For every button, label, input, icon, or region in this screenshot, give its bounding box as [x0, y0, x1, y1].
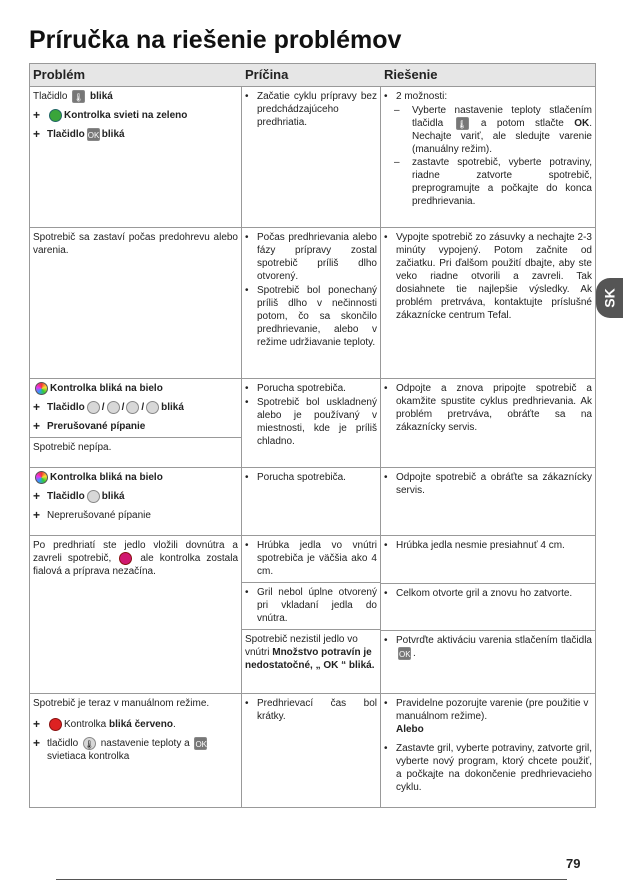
problem-cell: Po predhriatí ste jedlo vložili dovnútra a zavreli spotrebič, ale kontrolka zostala fialová a príprava nezačína.: [30, 536, 242, 693]
program-button-icon: [87, 490, 100, 503]
solution-cell: • Pravidelne pozorujte varenie (pre použitie v manuálnom režime). Alebo • Zastavte gril, vyberte potraviny, zatvorte gril, vyberte nový program, ktorý chcete použiť, a počkajte na dokončenie predhrievacieho cyklu.: [384, 698, 592, 793]
table-row: [30, 379, 595, 468]
cause-cell: • Začatie cyklu prípravy bez predchádzajúceho predhriatia.: [242, 87, 381, 227]
troubleshooting-table: [29, 63, 596, 808]
solution-cell: • 2 možnosti: – Vyberte nastavenie teploty stlačením tlačidla 🌡 a potom stlačte OK. Nechajte variť, ale sledujte varenie (manuálny režim). – zastavte spotrebič, vyberte potraviny, riadne zatvorte spotrebič, preprogramujte a počkajte do konca predhrievania.: [384, 91, 593, 208]
header-solution: Riešenie: [384, 67, 438, 82]
solution-cell: • Hrúbka jedla nesmie presiahnuť 4 cm. • Celkom otvorte gril a znovu ho zatvorte. • Potvrďte aktiváciu varenia stlačením tlačidla OK .: [381, 536, 595, 693]
program-button-icon: [87, 401, 100, 414]
table-row: [30, 536, 595, 694]
bullet-icon: •: [245, 91, 249, 102]
problem-cell: Spotrebič je teraz v manuálnom režime. + Kontrolka bliká červeno . + tlačidlo 🌡 nastavenie teploty a OK svietiaca kontrolka: [30, 694, 242, 807]
table-row: [30, 228, 595, 379]
temperature-button-icon: 🌡: [456, 117, 469, 130]
multicolor-light-icon: [35, 382, 48, 395]
table-row: [30, 694, 595, 807]
temperature-button-icon: 🌡: [83, 737, 96, 750]
footer-divider: [56, 879, 567, 880]
program-button-icon: [126, 401, 139, 414]
cause-cell: • Porucha spotrebiča.: [242, 468, 381, 535]
cause-cell: • Predhrievací čas bol krátky.: [242, 694, 381, 807]
page-title: Príručka na riešenie problémov: [29, 26, 402, 54]
language-tab: SK: [596, 278, 623, 318]
table-row: [30, 87, 595, 228]
plus-icon: +: [33, 108, 41, 123]
problem-cell: Tlačidlo 🌡 bliká + Kontrolka svieti na zeleno + Tlačidlo OK bliká: [30, 87, 242, 227]
green-light-icon: [49, 109, 62, 122]
ok-button-icon: OK: [398, 647, 411, 660]
problem-cell: Spotrebič sa zastaví počas predohrevu alebo varenia.: [30, 228, 242, 378]
header-problem: Problém: [33, 67, 86, 82]
problem-cell: Kontrolka bliká na bielo + Tlačidlo bliká + Neprerušované pípanie: [30, 468, 242, 535]
ok-button-icon: OK: [194, 737, 207, 750]
table-header: [30, 64, 595, 87]
page-number: 79: [566, 856, 581, 871]
solution-cell: • Vypojte spotrebič zo zásuvky a nechajte 2-3 minúty vypojený. Potom začnite od začiatku. Pri ďalšom použití dbajte, aby ste veko riadne otvorili a zavreli. Tak dosiahnete tie najlepšie výsledky. Ak problém pretrváva, kontaktujte príslušné zákaznícke centrum Tefal.: [384, 232, 592, 321]
purple-light-icon: [119, 552, 132, 565]
temperature-button-icon: 🌡: [72, 90, 85, 103]
cause-cell: • Hrúbka jedla vo vnútri spotrebiča je väčšia ako 4 cm. • Gril nebol úplne otvorený pri vkladaní jedla do vnútra. Spotrebič nezistil jedlo vo vnútri Množstvo potravín je nedostatočné, „ OK “ bliká.: [242, 536, 381, 693]
table-row: [30, 468, 595, 536]
red-light-icon: [49, 718, 62, 731]
solution-cell: • Odpojte spotrebič a obráťte sa zákaznícky servis.: [384, 472, 592, 496]
cause-cell: • Porucha spotrebiča. • Spotrebič bol uskladnený alebo je používaný v miestnosti, kde je príliš chladno.: [242, 379, 381, 467]
multicolor-light-icon: [35, 471, 48, 484]
cause-cell: • Počas predhrievania alebo fázy prípravy zostal spotrebič príliš dlho otvorený. • Spotrebič bol ponechaný príliš dlho v nečinnosti potom, čo sa skončilo predhrievanie, alebo v režime udržiavanie teploty.: [242, 228, 381, 378]
header-cause: Príčina: [245, 67, 289, 82]
program-button-icon: [146, 401, 159, 414]
solution-cell: • Odpojte a znova pripojte spotrebič a okamžite spustite cyklus predhrievania. Ak problém pretrváva, obráťte sa na zákaznícky servis.: [384, 383, 592, 433]
problem-cell: Kontrolka bliká na bielo + Tlačidlo / / / bliká + Prerušované pípanie Spotrebič nepípa.: [30, 379, 242, 467]
ok-button-icon: OK: [87, 128, 100, 141]
plus-icon: +: [33, 127, 41, 142]
program-button-icon: [107, 401, 120, 414]
